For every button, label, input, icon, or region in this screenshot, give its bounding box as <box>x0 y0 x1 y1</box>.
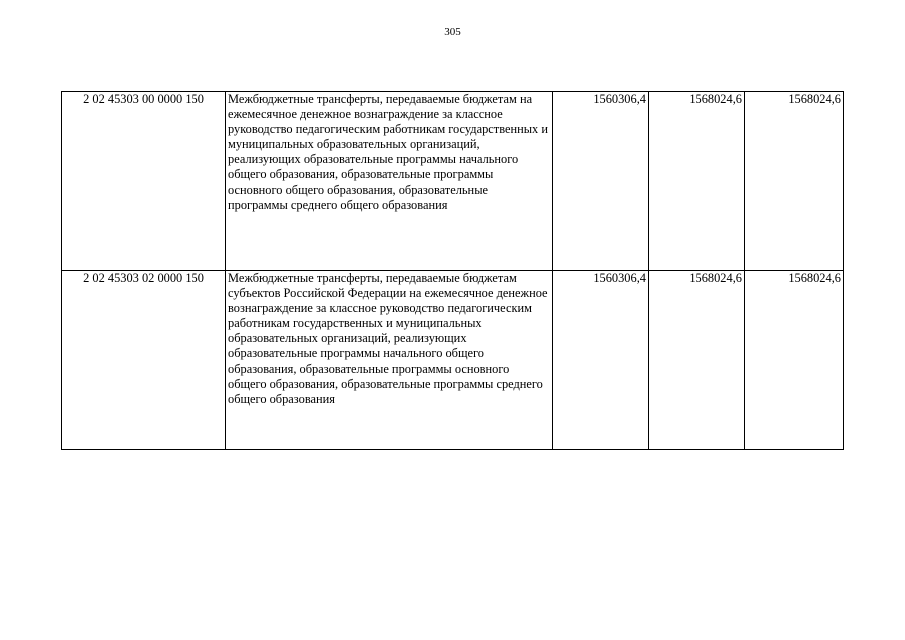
amount-year-2-cell: 1568024,6 <box>649 271 745 450</box>
budget-code-cell: 2 02 45303 02 0000 150 <box>62 271 226 450</box>
amount-year-3-cell: 1568024,6 <box>745 92 844 271</box>
description-cell: Межбюджетные трансферты, передаваемые бюджетам субъектов Российской Федерации на ежемесячное денежное вознаграждение за классное руководство педагогическим работникам государственных и муниципальных образовательных организаций, реализующих образовательные программы начального общего образования, образовательные программы основного общего образования, образовательные программы среднего общего образования <box>226 271 553 450</box>
page-number: 305 <box>444 26 461 38</box>
table-row <box>62 92 844 271</box>
description-cell: Межбюджетные трансферты, передаваемые бюджетам на ежемесячное денежное вознаграждение за классное руководство педагогическим работникам государственных и муниципальных образовательных организаций, реализующих образовательные программы начального общего образования, образовательные программы основного общего образования, образовательные программы среднего общего образования <box>226 92 553 271</box>
amount-year-3-cell: 1568024,6 <box>745 271 844 450</box>
budget-code-cell: 2 02 45303 00 0000 150 <box>62 92 226 271</box>
amount-year-1-cell: 1560306,4 <box>553 271 649 450</box>
amount-year-2-cell: 1568024,6 <box>649 92 745 271</box>
budget-table <box>61 91 844 450</box>
amount-year-1-cell: 1560306,4 <box>553 92 649 271</box>
table-row <box>62 271 844 450</box>
